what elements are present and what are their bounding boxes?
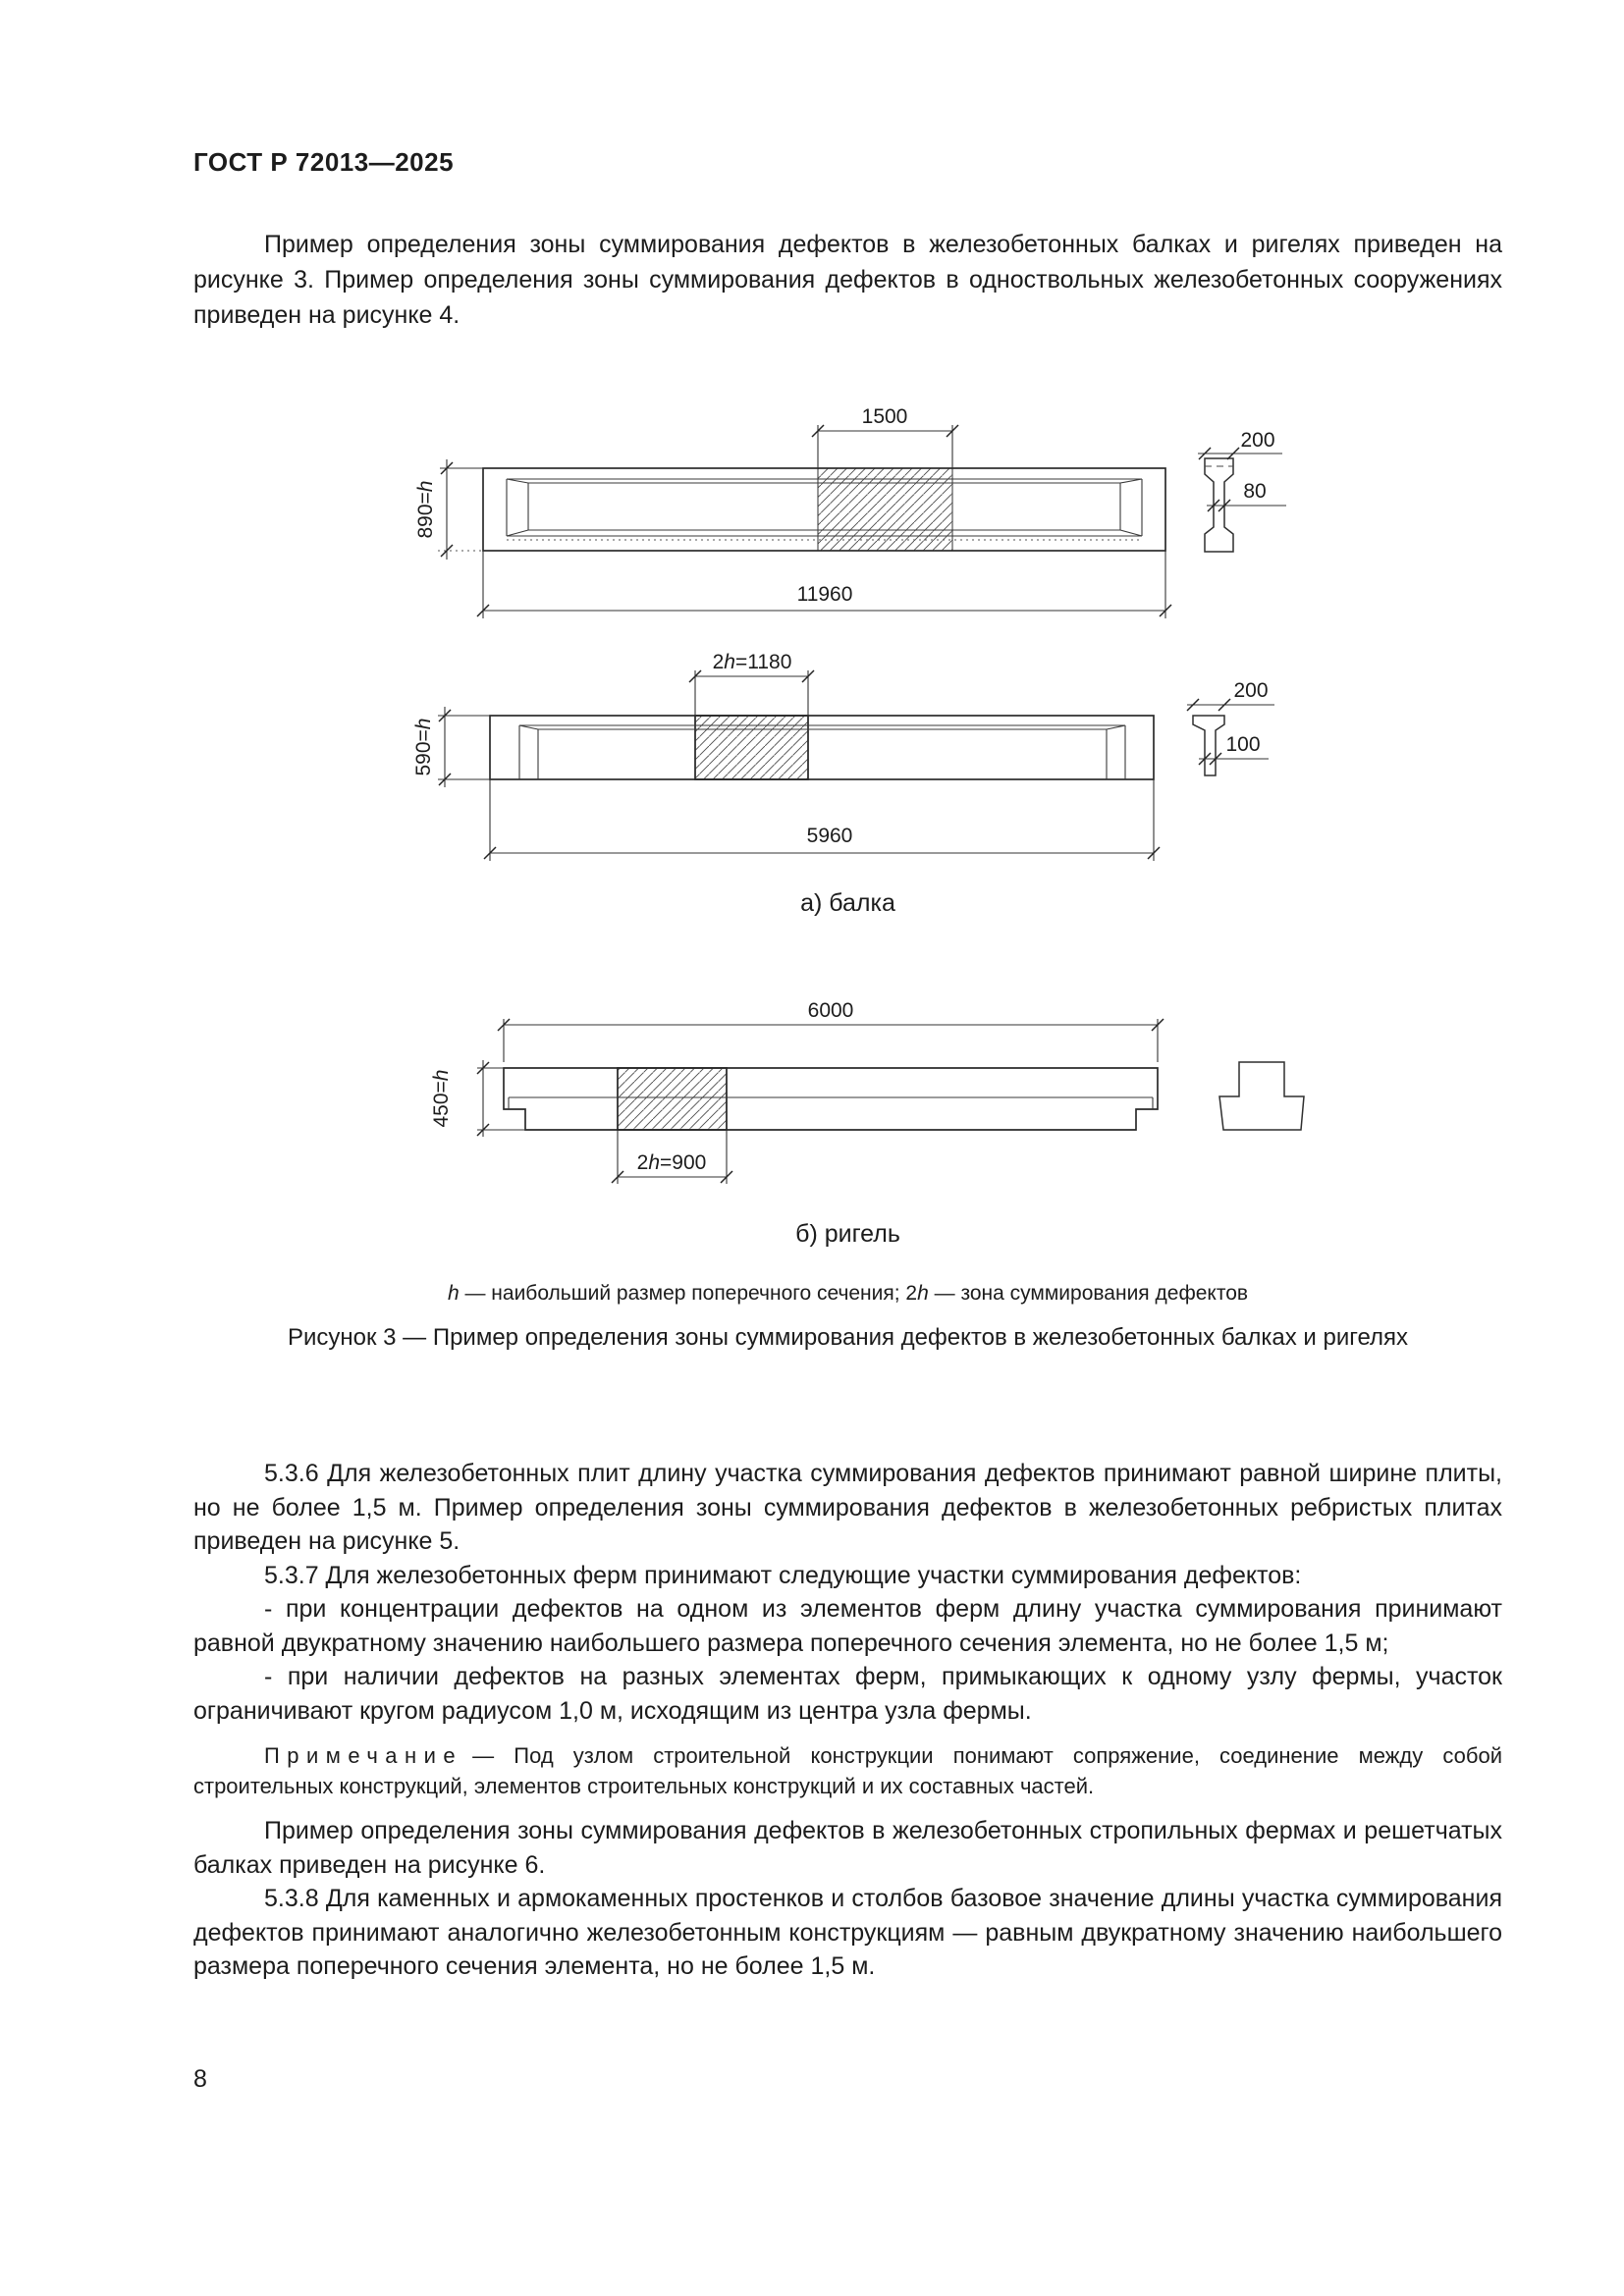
beam1-section-width-label: 200 — [1240, 429, 1275, 452]
doc-header: ГОСТ Р 72013—2025 — [193, 147, 455, 177]
beam2-zone-dim-label: 2h=1180 — [712, 651, 792, 673]
bullet-different-elements: - при наличии дефектов на разных элементах ферм, примыкающих к одному узлу фермы, участок ограничивают кругом радиусом 1,0 м, исходящим из центра узла фермы. — [193, 1663, 1502, 1725]
paragraph-5-3-6: 5.3.6 Для железобетонных плит длину участка суммирования дефектов принимают равной ширине плиты, но не более 1,5 м. Пример определения зоны суммирования дефектов в железобетонных ребристых плитах приведен на рисунке 5. — [193, 1460, 1502, 1555]
beam2-section-web-label: 100 — [1225, 733, 1261, 756]
beam1-section-web-label: 80 — [1243, 480, 1267, 503]
legend-tail-text: — зона суммирования дефектов — [928, 1282, 1249, 1305]
beam1-drawing — [414, 405, 1286, 618]
beam1-zone-dim-label: 1500 — [861, 405, 908, 428]
legend-2h-symbol: h — [917, 1282, 929, 1305]
paragraph-5-3-7: 5.3.7 Для железобетонных ферм принимают следующие участки суммирования дефектов: — [264, 1561, 1302, 1589]
girder-cross-section — [1219, 1062, 1304, 1130]
beam1-height-dim-label: 890=h — [414, 480, 437, 539]
intro-paragraph-block — [193, 227, 1502, 333]
girder-profile — [504, 1068, 1158, 1130]
beam1-cross-section — [1205, 458, 1233, 552]
note-label: Примечание — [264, 1743, 463, 1768]
girder-zone-dim-label: 2h=900 — [636, 1151, 707, 1174]
beam2-length-dim-label: 5960 — [806, 825, 853, 847]
beam2-height-dim-label: 590=h — [412, 718, 435, 776]
figure-caption-b: б) ригель — [795, 1220, 900, 1248]
beam1-defect-zone-hatch — [818, 468, 952, 551]
figure-legend — [193, 1282, 1502, 1306]
bullet-concentration: - при концентрации дефектов на одном из элементов ферм длину участка суммирования принимают равной двукратному значению наибольшего размера поперечного сечения элемента, но не более 1,5 м; — [193, 1595, 1502, 1657]
figure-caption-a: а) балка — [800, 889, 895, 917]
paragraph-5-3-8: 5.3.8 Для каменных и армокаменных простенков и столбов базовое значение длины участка суммирования дефектов принимают аналогично железобетонным конструкциям — равным двукратному значению наибольшего размера поперечного сечения элемента, но не более 1,5 м. — [193, 1885, 1502, 1980]
girder-defect-zone-hatch — [618, 1068, 727, 1130]
example-paragraph: Пример определения зоны суммирования дефектов в железобетонных стропильных фермах и решетчатых балках приведен на рисунке 6. — [193, 1817, 1502, 1879]
page-number: 8 — [193, 2065, 207, 2093]
intro-paragraph: Пример определения зоны суммирования дефектов в железобетонных балках и ригелях приведен на рисунке 3. Пример определения зоны суммирования дефектов в одноствольных железобетонных сооружениях приведен на рисунке 4. — [193, 231, 1502, 329]
legend-mid-text: — наибольший размер поперечного сечения; 2 — [459, 1282, 918, 1305]
girder-drawing — [430, 999, 1304, 1184]
figure-title: Рисунок 3 — Пример определения зоны суммирования дефектов в железобетонных балках и ригелях — [287, 1324, 1409, 1351]
note-paragraph — [193, 1740, 1502, 1801]
beam2-defect-zone-hatch — [695, 716, 808, 779]
beam2-cross-section — [1193, 716, 1224, 775]
beam2-section-width-label: 200 — [1233, 679, 1269, 702]
beam2-drawing — [412, 651, 1274, 861]
note-text: — Под узлом строительной конструкции понимают сопряжение, соединение между собой строительных конструкций, элементов строительных конструкций и их составных частей. — [193, 1743, 1502, 1798]
girder-height-dim-label: 450=h — [430, 1069, 453, 1128]
legend-h-symbol: h — [447, 1282, 460, 1305]
girder-length-dim-label: 6000 — [807, 999, 854, 1022]
lower-text-block — [193, 1457, 1502, 1984]
beam1-length-dim-label: 11960 — [796, 583, 853, 606]
